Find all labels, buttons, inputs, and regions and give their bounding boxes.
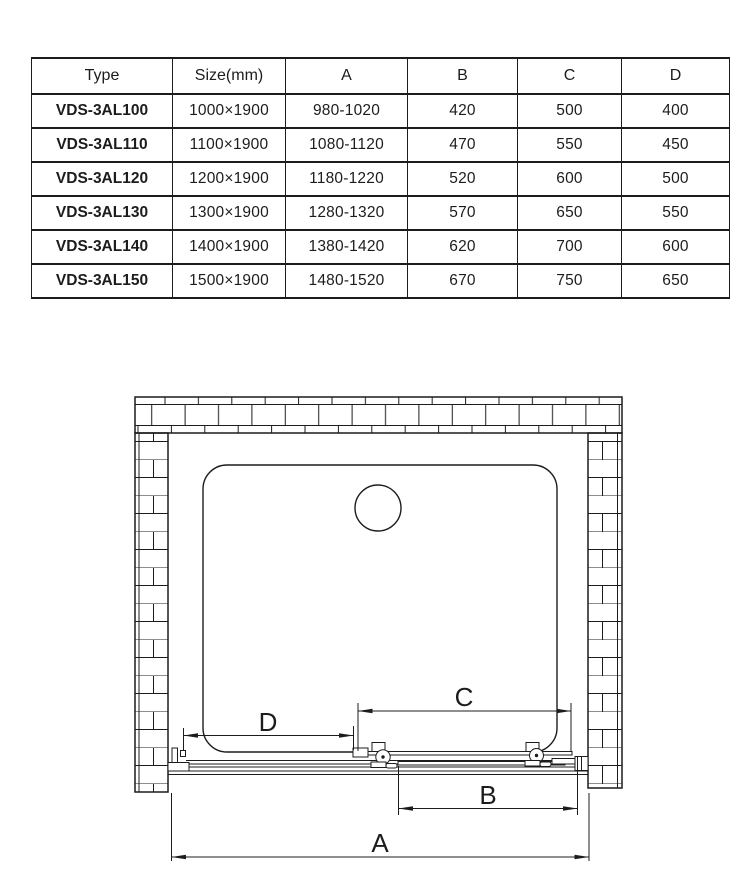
cell-type: VDS-3AL140 [32,230,173,264]
cell-c: 650 [518,196,622,230]
cell-b: 570 [408,196,518,230]
cell-c: 550 [518,128,622,162]
cell-type: VDS-3AL130 [32,196,173,230]
cell-b: 670 [408,264,518,298]
sliding-panel-end-bracket [353,748,368,757]
cell-a: 1280-1320 [286,196,408,230]
installation-diagram [0,380,747,888]
spec-table [31,57,730,299]
roller-clamp [371,762,386,768]
cell-size: 1000×1900 [173,94,286,128]
cell-d: 600 [622,230,730,264]
roller-foot [386,764,397,769]
roller-axle [381,755,384,758]
wall-profile-left [168,748,189,771]
brick-wall-left [135,433,168,792]
cell-type: VDS-3AL100 [32,94,173,128]
column-header-b: B [408,58,518,94]
table-header-row [32,58,730,94]
column-header-a: A [286,58,408,94]
cell-b: 520 [408,162,518,196]
drain-circle [355,485,401,531]
door-track-assembly [168,743,589,775]
cell-b: 620 [408,230,518,264]
cell-b: 470 [408,128,518,162]
cell-d: 500 [622,162,730,196]
profile-foot [168,763,189,772]
table-row [32,264,730,298]
roller-foot [540,762,551,767]
brick-wall-right [588,433,622,788]
cell-d: 550 [622,196,730,230]
cell-size: 1400×1900 [173,230,286,264]
dim-label-c: C [454,682,474,712]
cell-d: 400 [622,94,730,128]
cell-c: 600 [518,162,622,196]
cell-a: 1080-1120 [286,128,408,162]
dim-label-d: D [258,707,278,737]
cell-size: 1100×1900 [173,128,286,162]
table-row [32,230,730,264]
dim-label-a: A [371,828,389,858]
cell-b: 420 [408,94,518,128]
roller-clamp [525,761,540,767]
cell-c: 750 [518,264,622,298]
cell-type: VDS-3AL110 [32,128,173,162]
column-header-d: D [622,58,730,94]
cell-d: 650 [622,264,730,298]
cell-a: 1480-1520 [286,264,408,298]
cell-size: 1500×1900 [173,264,286,298]
column-header-size: Size(mm) [173,58,286,94]
column-header-type: Type [32,58,173,94]
roller-axle [535,754,538,757]
cell-size: 1300×1900 [173,196,286,230]
cell-d: 450 [622,128,730,162]
cell-type: VDS-3AL120 [32,162,173,196]
cell-c: 500 [518,94,622,128]
table-row [32,162,730,196]
dim-label-b: B [479,780,497,810]
table-row [32,128,730,162]
column-header-c: C [518,58,622,94]
profile-tab [181,751,186,757]
shower-tray [203,465,557,752]
cell-a: 1380-1420 [286,230,408,264]
table-row [32,94,730,128]
table-row [32,196,730,230]
brick-walls [135,397,622,792]
cell-c: 700 [518,230,622,264]
cell-type: VDS-3AL150 [32,264,173,298]
brick-wall-top [135,397,622,433]
cell-a: 1180-1220 [286,162,408,196]
cell-a: 980-1020 [286,94,408,128]
cell-size: 1200×1900 [173,162,286,196]
profile-handle [552,759,575,765]
